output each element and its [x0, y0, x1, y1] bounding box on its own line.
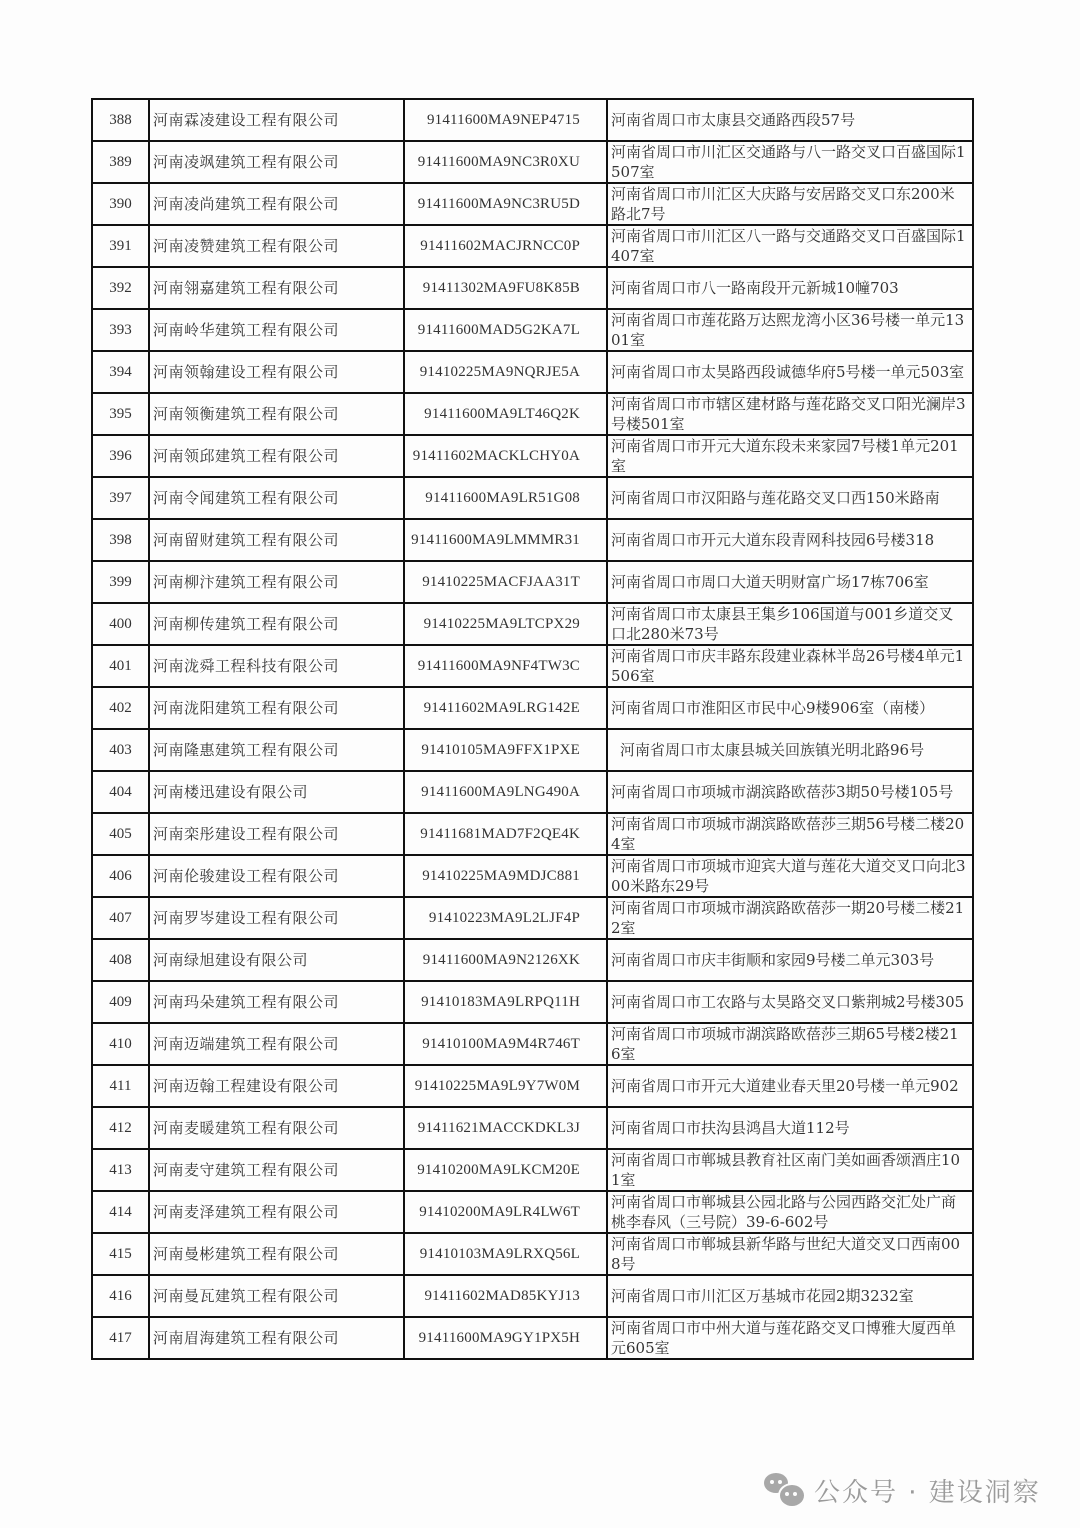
company-address: 河南省周口市川汇区八一路与交通路交叉口百盛国际1407室: [607, 225, 973, 267]
table-row: [92, 1065, 973, 1107]
row-number: 417: [92, 1317, 149, 1359]
table-row: [92, 519, 973, 561]
company-name: 河南栾彤建设工程有限公司: [149, 813, 404, 855]
company-address: 河南省周口市郸城县教育社区南门美如画香颂酒庄101室: [607, 1149, 973, 1191]
company-name: 河南领衡建筑工程有限公司: [149, 393, 404, 435]
company-address: 河南省周口市莲花路万达熙龙湾小区36号楼一单元1301室: [607, 309, 973, 351]
company-address: 河南省周口市太昊路西段诚德华府5号楼一单元503室: [607, 351, 973, 393]
watermark-text: 公众号 · 建设洞察: [814, 1477, 1041, 1508]
credit-code: 91411600MA9NF4TW3C: [404, 645, 607, 687]
company-name: 河南泷舜工程科技有限公司: [149, 645, 404, 687]
table-row: [92, 1317, 973, 1359]
table-row: [92, 141, 973, 183]
company-name: 河南凌尚建筑工程有限公司: [149, 183, 404, 225]
table-row: [92, 267, 973, 309]
row-number: 413: [92, 1149, 149, 1191]
credit-code: 91410100MA9M4R746T: [404, 1023, 607, 1065]
company-address: 河南省周口市川汇区大庆路与安居路交叉口东200米路北7号: [607, 183, 973, 225]
company-name: 河南眉海建筑工程有限公司: [149, 1317, 404, 1359]
credit-code: 91410105MA9FFX1PXE: [404, 729, 607, 771]
credit-code: 91411600MA9NC3RU5D: [404, 183, 607, 225]
row-number: 416: [92, 1275, 149, 1317]
table-row: [92, 813, 973, 855]
company-address: 河南省周口市太康县城关回族镇光明北路96号: [607, 729, 973, 771]
credit-code: 91411600MA9N2126XK: [404, 939, 607, 981]
row-number: 399: [92, 561, 149, 603]
company-address: 河南省周口市川汇区万基城市花园2期3232室: [607, 1275, 973, 1317]
row-number: 412: [92, 1107, 149, 1149]
row-number: 409: [92, 981, 149, 1023]
company-address: 河南省周口市庆丰路东段建业森林半岛26号楼4单元1506室: [607, 645, 973, 687]
table-row: [92, 771, 973, 813]
company-name: 河南凌飒建筑工程有限公司: [149, 141, 404, 183]
table-row: [92, 897, 973, 939]
company-name: 河南罗岑建设工程有限公司: [149, 897, 404, 939]
company-address: 河南省周口市淮阳区市民中心9楼906室（南楼）: [607, 687, 973, 729]
row-number: 401: [92, 645, 149, 687]
table-body: [92, 99, 973, 1359]
company-name: 河南霖凌建设工程有限公司: [149, 99, 404, 141]
credit-code: 91411600MAD5G2KA7L: [404, 309, 607, 351]
table-row: [92, 603, 973, 645]
company-address: 河南省周口市市辖区建材路与莲花路交叉口阳光澜岸3号楼501室: [607, 393, 973, 435]
table-row: [92, 183, 973, 225]
row-number: 411: [92, 1065, 149, 1107]
row-number: 395: [92, 393, 149, 435]
company-name: 河南领邱建筑工程有限公司: [149, 435, 404, 477]
table-row: [92, 351, 973, 393]
credit-code: 91410225MA9LTCPX29: [404, 603, 607, 645]
row-number: 402: [92, 687, 149, 729]
company-name: 河南伦骏建设工程有限公司: [149, 855, 404, 897]
company-address: 河南省周口市项城市迎宾大道与莲花大道交叉口向北300米路东29号: [607, 855, 973, 897]
credit-code: 91410183MA9LRPQ11H: [404, 981, 607, 1023]
table-row: [92, 855, 973, 897]
credit-code: 91410200MA9LKCM20E: [404, 1149, 607, 1191]
company-address: 河南省周口市项城市湖滨路欧蓓莎3期50号楼105号: [607, 771, 973, 813]
credit-code: 91410103MA9LRXQ56L: [404, 1233, 607, 1275]
row-number: 390: [92, 183, 149, 225]
company-name: 河南翎嘉建筑工程有限公司: [149, 267, 404, 309]
company-address: 河南省周口市郸城县新华路与世纪大道交叉口西南008号: [607, 1233, 973, 1275]
table-row: [92, 309, 973, 351]
row-number: 394: [92, 351, 149, 393]
row-number: 389: [92, 141, 149, 183]
row-number: 414: [92, 1191, 149, 1233]
table-row: [92, 435, 973, 477]
row-number: 415: [92, 1233, 149, 1275]
company-address: 河南省周口市项城市湖滨路欧蓓莎三期65号楼2楼216室: [607, 1023, 973, 1065]
row-number: 403: [92, 729, 149, 771]
table-row: [92, 1023, 973, 1065]
company-address: 河南省周口市工农路与太昊路交叉口紫荆城2号楼305: [607, 981, 973, 1023]
company-address: 河南省周口市汉阳路与莲花路交叉口西150米路南: [607, 477, 973, 519]
row-number: 408: [92, 939, 149, 981]
row-number: 397: [92, 477, 149, 519]
company-name: 河南令闻建筑工程有限公司: [149, 477, 404, 519]
row-number: 407: [92, 897, 149, 939]
table-row: [92, 645, 973, 687]
table-row: [92, 393, 973, 435]
credit-code: 91410225MACFJAA31T: [404, 561, 607, 603]
wechat-watermark: [764, 1470, 1041, 1510]
credit-code: 91411681MAD7F2QE4K: [404, 813, 607, 855]
company-name: 河南泷阳建筑工程有限公司: [149, 687, 404, 729]
table-row: [92, 729, 973, 771]
credit-code: 91411302MA9FU8K85B: [404, 267, 607, 309]
company-name: 河南绿旭建设有限公司: [149, 939, 404, 981]
company-name: 河南麦暖建筑工程有限公司: [149, 1107, 404, 1149]
credit-code: 91410223MA9L2LJF4P: [404, 897, 607, 939]
row-number: 393: [92, 309, 149, 351]
company-name: 河南迈翰工程建设有限公司: [149, 1065, 404, 1107]
table-row: [92, 477, 973, 519]
row-number: 405: [92, 813, 149, 855]
company-name: 河南麦泽建筑工程有限公司: [149, 1191, 404, 1233]
credit-code: 91411600MA9LNG490A: [404, 771, 607, 813]
credit-code: 91411621MACCKDKL3J: [404, 1107, 607, 1149]
table-row: [92, 939, 973, 981]
table-row: [92, 1191, 973, 1233]
credit-code: 91411600MA9GY1PX5H: [404, 1317, 607, 1359]
row-number: 400: [92, 603, 149, 645]
row-number: 398: [92, 519, 149, 561]
company-address: 河南省周口市开元大道东段未来家园7号楼1单元201室: [607, 435, 973, 477]
row-number: 406: [92, 855, 149, 897]
company-name: 河南凌赞建筑工程有限公司: [149, 225, 404, 267]
company-address: 河南省周口市郸城县公园北路与公园西路交汇处广商桃李春风（三号院）39-6-602号: [607, 1191, 973, 1233]
company-name: 河南岭华建筑工程有限公司: [149, 309, 404, 351]
credit-code: 91411600MA9LMMMR31: [404, 519, 607, 561]
credit-code: 91410225MA9L9Y7W0M: [404, 1065, 607, 1107]
row-number: 396: [92, 435, 149, 477]
company-name: 河南楼迅建设有限公司: [149, 771, 404, 813]
credit-code: 91410225MA9MDJC881: [404, 855, 607, 897]
credit-code: 91411602MAD85KYJ13: [404, 1275, 607, 1317]
credit-code: 91411600MA9LT46Q2K: [404, 393, 607, 435]
row-number: 410: [92, 1023, 149, 1065]
company-name: 河南玛朵建筑工程有限公司: [149, 981, 404, 1023]
table-row: [92, 99, 973, 141]
credit-code: 91411602MA9LRG142E: [404, 687, 607, 729]
company-address: 河南省周口市周口大道天明财富广场17栋706室: [607, 561, 973, 603]
wechat-icon: [764, 1473, 804, 1507]
table-row: [92, 1233, 973, 1275]
table-row: [92, 1149, 973, 1191]
company-address: 河南省周口市扶沟县鸿昌大道112号: [607, 1107, 973, 1149]
row-number: 388: [92, 99, 149, 141]
table-row: [92, 687, 973, 729]
credit-code: 91411602MACKLCHY0A: [404, 435, 607, 477]
table-row: [92, 1107, 973, 1149]
credit-code: 91411600MA9NC3R0XU: [404, 141, 607, 183]
table-row: [92, 225, 973, 267]
row-number: 404: [92, 771, 149, 813]
company-address: 河南省周口市项城市湖滨路欧蓓莎三期56号楼二楼204室: [607, 813, 973, 855]
company-address: 河南省周口市川汇区交通路与八一路交叉口百盛国际1507室: [607, 141, 973, 183]
company-address: 河南省周口市开元大道东段青网科技园6号楼318: [607, 519, 973, 561]
company-name: 河南迈端建筑工程有限公司: [149, 1023, 404, 1065]
table-row: [92, 1275, 973, 1317]
row-number: 392: [92, 267, 149, 309]
table-row: [92, 561, 973, 603]
company-name: 河南曼瓦建筑工程有限公司: [149, 1275, 404, 1317]
table-row: [92, 981, 973, 1023]
credit-code: 91410225MA9NQRJE5A: [404, 351, 607, 393]
company-address: 河南省周口市庆丰街顺和家园9号楼二单元303号: [607, 939, 973, 981]
company-name: 河南留财建筑工程有限公司: [149, 519, 404, 561]
company-name: 河南柳汴建筑工程有限公司: [149, 561, 404, 603]
company-address: 河南省周口市开元大道建业春天里20号楼一单元902: [607, 1065, 973, 1107]
row-number: 391: [92, 225, 149, 267]
company-address: 河南省周口市太康县王集乡106国道与001乡道交叉口北280米73号: [607, 603, 973, 645]
company-name: 河南隆惠建筑工程有限公司: [149, 729, 404, 771]
company-address: 河南省周口市八一路南段开元新城10幢703: [607, 267, 973, 309]
company-registry-table: [91, 98, 974, 1360]
company-address: 河南省周口市太康县交通路西段57号: [607, 99, 973, 141]
company-name: 河南柳传建筑工程有限公司: [149, 603, 404, 645]
company-address: 河南省周口市项城市湖滨路欧蓓莎一期20号楼二楼212室: [607, 897, 973, 939]
credit-code: 91411600MA9NEP4715: [404, 99, 607, 141]
company-name: 河南曼彬建筑工程有限公司: [149, 1233, 404, 1275]
company-name: 河南麦守建筑工程有限公司: [149, 1149, 404, 1191]
company-name: 河南领翰建设工程有限公司: [149, 351, 404, 393]
credit-code: 91411602MACJRNCC0P: [404, 225, 607, 267]
company-address: 河南省周口市中州大道与莲花路交叉口博雅大厦西单元605室: [607, 1317, 973, 1359]
credit-code: 91410200MA9LR4LW6T: [404, 1191, 607, 1233]
credit-code: 91411600MA9LR51G08: [404, 477, 607, 519]
